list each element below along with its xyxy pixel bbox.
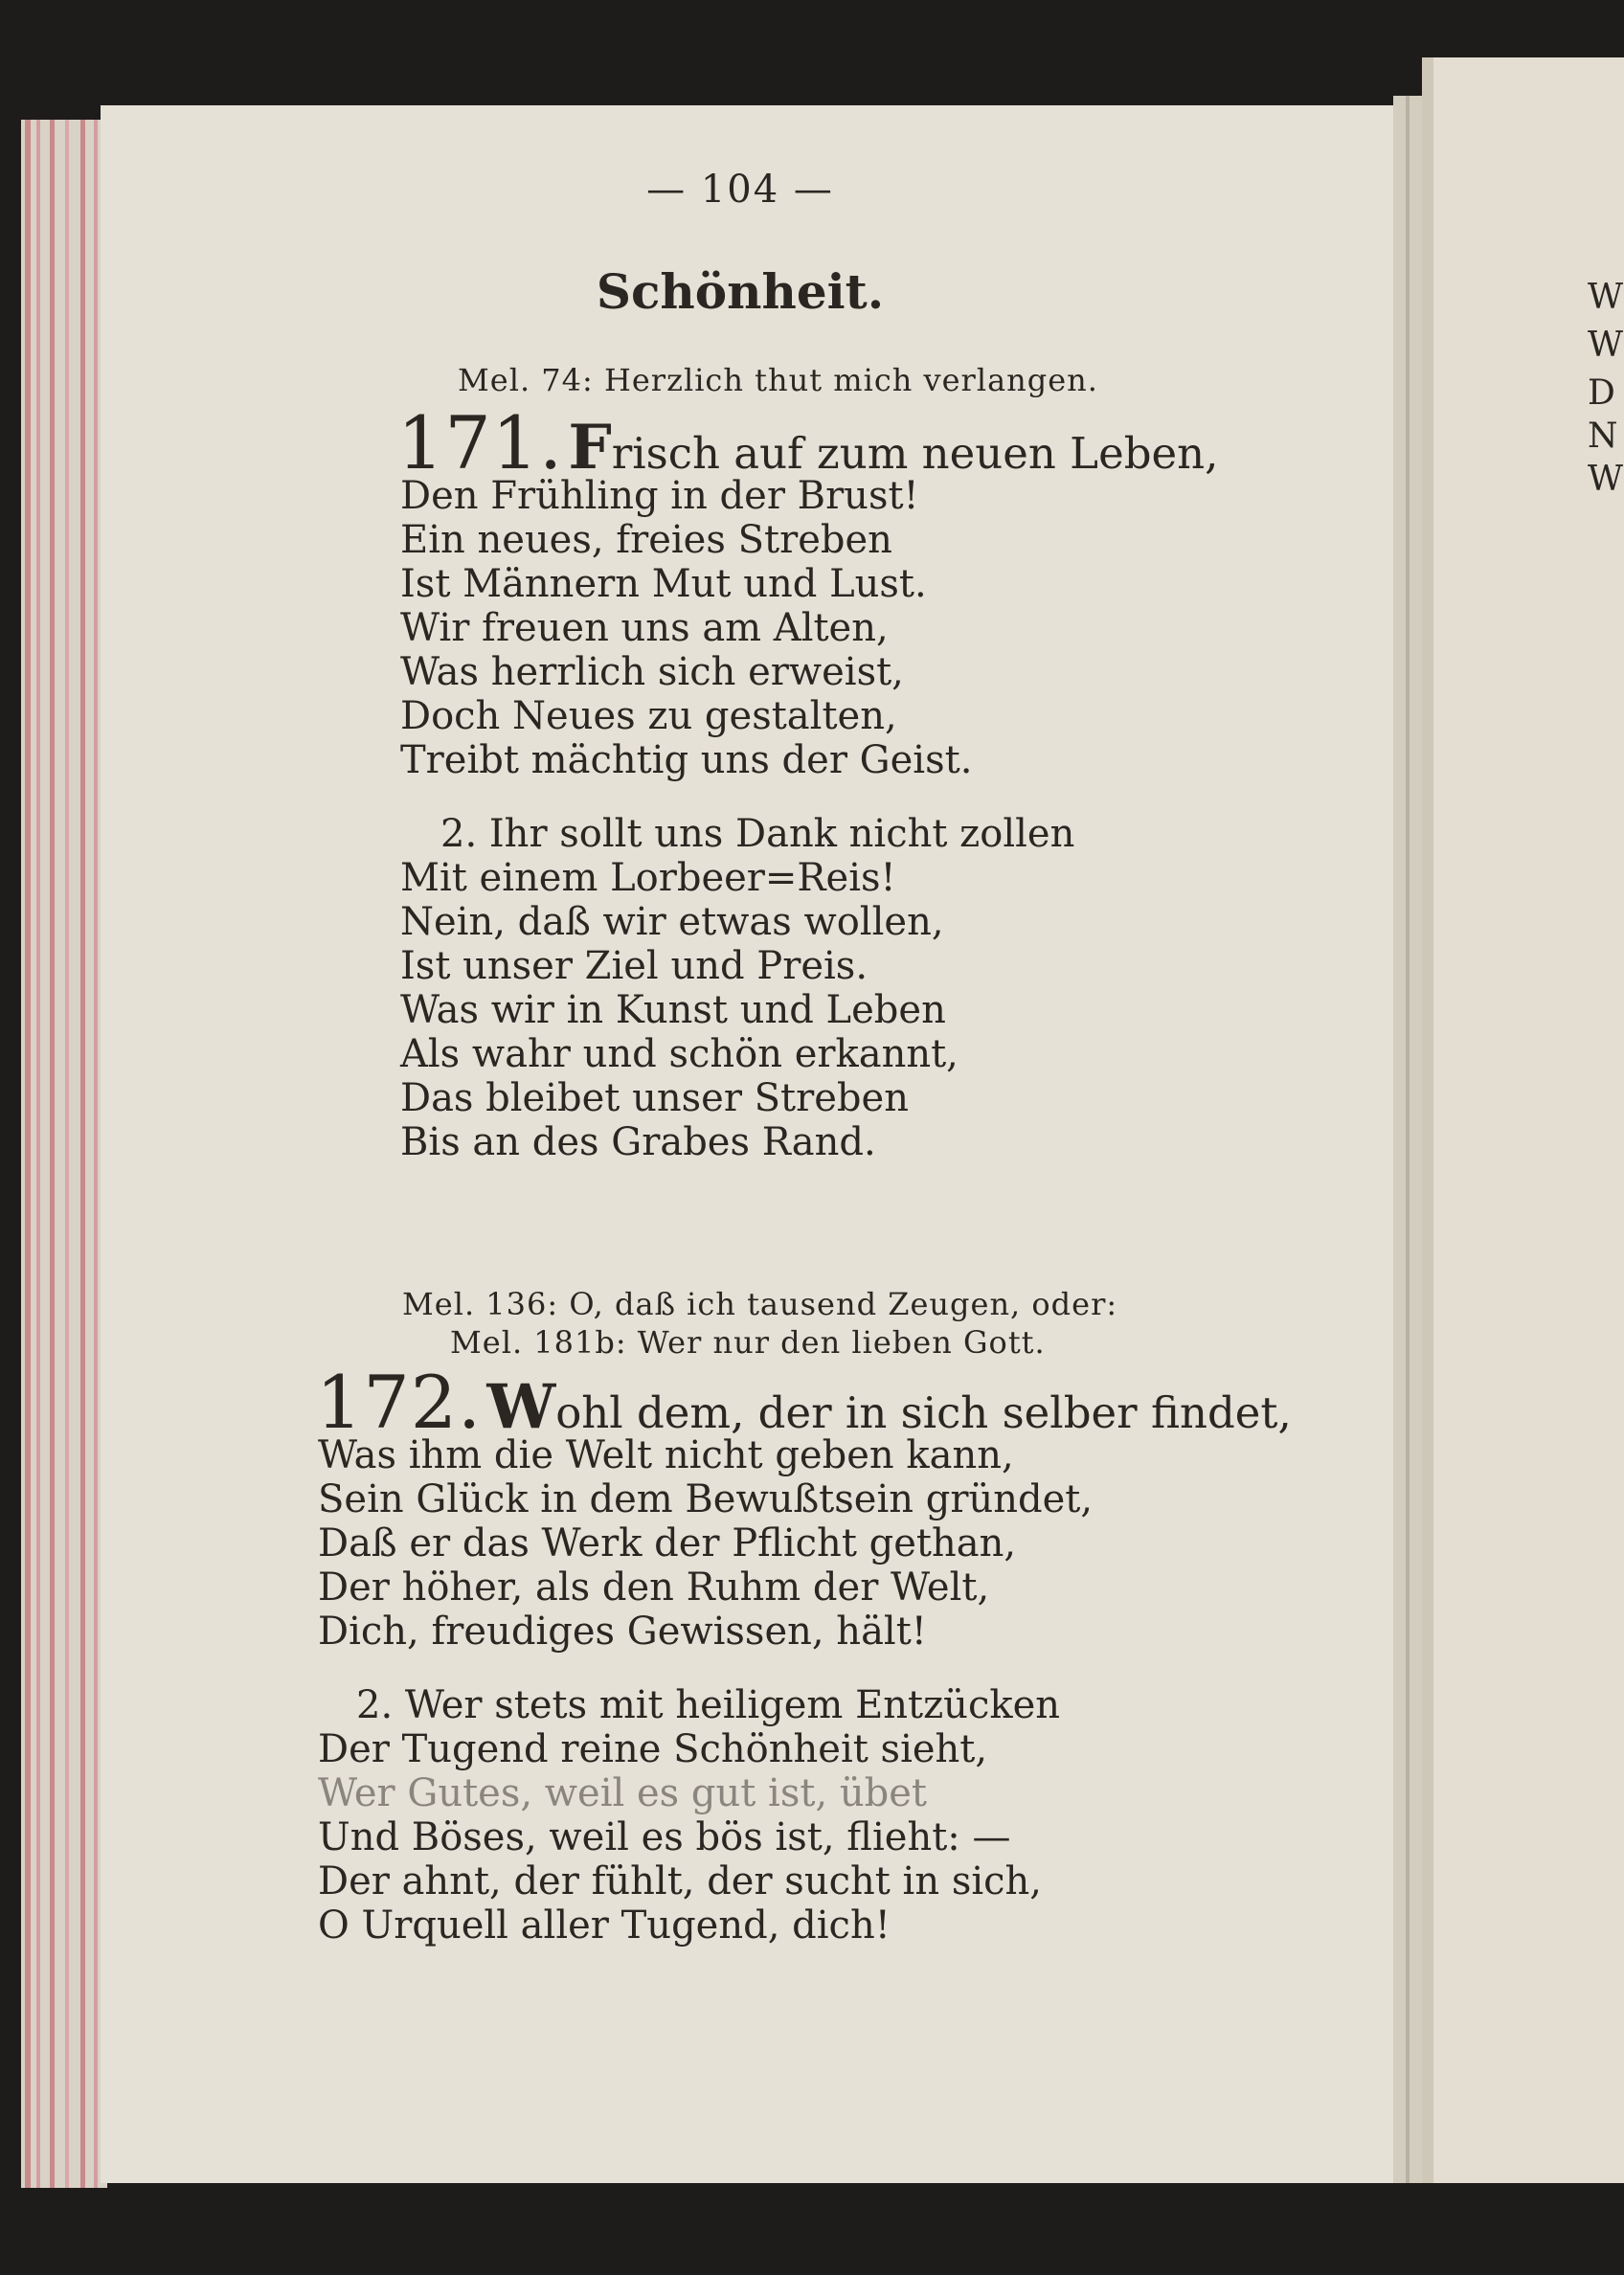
verse-line: Ist Männern Mut und Lust. bbox=[400, 562, 927, 606]
verse-line: Treibt mächtig uns der Geist. bbox=[400, 738, 973, 782]
hymn-number: 172. bbox=[316, 1360, 483, 1445]
verse-line: 2. Ihr sollt uns Dank nicht zollen bbox=[440, 812, 1075, 856]
verse-line: Dich, freudiges Gewissen, hält! bbox=[318, 1610, 927, 1654]
drop-initial: F bbox=[568, 412, 612, 484]
verse-line: Sein Glück in dem Bewußtsein gründet, bbox=[318, 1477, 1094, 1521]
facing-page-fragment: W bbox=[1588, 278, 1624, 317]
facing-page-fragment: W bbox=[1588, 460, 1624, 499]
verse-line: Und Böses, weil es bös ist, flieht: — bbox=[318, 1815, 1011, 1859]
verse-line: Der Tugend reine Schönheit sieht, bbox=[318, 1727, 988, 1771]
red-edge-line bbox=[94, 120, 98, 2188]
facing-page-fragment: W bbox=[1588, 326, 1624, 365]
verse-line: O Urquell aller Tugend, dich! bbox=[318, 1903, 891, 1948]
verse-line: Der höher, als den Ruhm der Welt, bbox=[318, 1565, 990, 1610]
verse-line: Mit einem Lorbeer=Reis! bbox=[400, 856, 896, 900]
melody-reference: Mel. 74: Herzlich thut mich verlangen. bbox=[458, 362, 1098, 398]
verse-line: Doch Neues zu gestalten, bbox=[400, 694, 897, 738]
red-edge-line bbox=[50, 120, 55, 2188]
red-edge-line bbox=[80, 120, 85, 2188]
verse-line: Bis an des Grabes Rand. bbox=[400, 1120, 876, 1164]
verse-line: Wer Gutes, weil es gut ist, übet bbox=[318, 1771, 927, 1815]
verse-line: Den Frühling in der Brust! bbox=[400, 474, 919, 518]
first-line-text: ohl dem, der in sich selber findet, bbox=[555, 1387, 1292, 1438]
facing-page-fragment: D bbox=[1588, 373, 1615, 413]
red-edge-line bbox=[65, 120, 69, 2188]
hymn-number: 171. bbox=[397, 400, 564, 485]
facing-page-fragment: N bbox=[1588, 417, 1618, 456]
red-edge-line bbox=[36, 120, 40, 2188]
verse-line: Daß er das Werk der Pflicht gethan, bbox=[318, 1521, 1017, 1565]
hymn-first-line bbox=[397, 400, 1218, 485]
verse-line: Was herrlich sich erweist, bbox=[400, 650, 904, 694]
verse-line: Der ahnt, der fühlt, der sucht in sich, bbox=[318, 1859, 1043, 1903]
first-line-text: risch auf zum neuen Leben, bbox=[611, 428, 1219, 479]
page-number: — 104 — bbox=[646, 168, 834, 212]
verse-line: Ist unser Ziel und Preis. bbox=[400, 944, 868, 988]
verse-line: Ein neues, freies Streben bbox=[400, 518, 892, 562]
hymn-first-line bbox=[316, 1360, 1292, 1445]
section-title: Schönheit. bbox=[596, 263, 885, 320]
verse-line: Nein, daß wir etwas wollen, bbox=[400, 900, 944, 944]
facing-page-shadow bbox=[1422, 57, 1433, 2183]
drop-initial: W bbox=[486, 1371, 556, 1443]
verse-line: Was wir in Kunst und Leben bbox=[400, 988, 946, 1032]
verse-line: 2. Wer stets mit heiligem Entzücken bbox=[356, 1683, 1061, 1727]
red-edge-line bbox=[25, 120, 31, 2188]
gutter-shadow bbox=[1406, 96, 1410, 2183]
verse-line: Als wahr und schön erkannt, bbox=[400, 1032, 959, 1076]
melody-reference: Mel. 181b: Wer nur den lieben Gott. bbox=[450, 1324, 1046, 1361]
verse-line: Wir freuen uns am Alten, bbox=[400, 606, 889, 650]
verse-line: Das bleibet unser Streben bbox=[400, 1076, 909, 1120]
melody-reference: Mel. 136: O, daß ich tausend Zeugen, oder: bbox=[402, 1286, 1118, 1322]
verse-line: Was ihm die Welt nicht geben kann, bbox=[318, 1433, 1014, 1477]
